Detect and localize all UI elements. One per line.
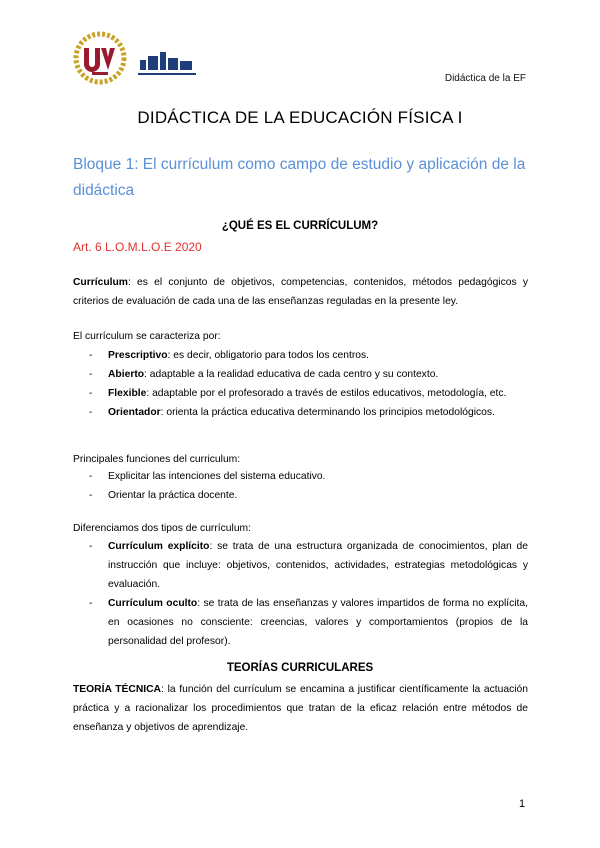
section-title-curriculum: ¿QUÉ ES EL CURRÍCULUM? <box>221 220 379 232</box>
item-term: Currículum oculto <box>108 598 198 609</box>
item-text: : adaptable por el profesorado a través de estilos educativos, metodología, etc. <box>146 388 507 399</box>
types-intro: Diferenciamos dos tipos de currículum: <box>73 523 251 534</box>
definition-text: : es el conjunto de objetivos, competencias, contenidos, métodos pedagógicos y criterios de evaluación de cada una de las enseñanzas reguladas en la presente ley. <box>73 277 528 307</box>
block-heading: Bloque 1: El currículum como campo de estudio y aplicación de la didáctica <box>73 156 526 199</box>
item-term: Abierto <box>108 369 145 380</box>
item-text: : es decir, obligatorio para todos los centros. <box>167 350 370 361</box>
item-text: : orienta la práctica educativa determinando los principios metodológicos. <box>160 407 495 418</box>
definition-paragraph <box>73 273 528 311</box>
list-item <box>88 346 528 365</box>
theory-term: TEORÍA TÉCNICA <box>73 684 161 695</box>
characteristics-list <box>88 346 528 422</box>
functions-intro: Principales funciones del curriculum: <box>73 454 241 465</box>
list-item: - Explicitar las intenciones del sistema educativo. <box>88 467 528 486</box>
page-number: 1 <box>519 798 526 810</box>
item-text: : adaptable a la realidad educativa de cada centro y su contexto. <box>144 369 439 380</box>
list-item <box>88 365 528 384</box>
item-text: : se trata de una estructura organizada de conocimientos, plan de instrucción que incluye: objetivos, contenidos, actividades, estrategias metodológicas y evaluación. <box>108 541 529 590</box>
theory-text: : la función del currículum se encamina a justificar científicamente la actuación práctica y a racionalizar los procedimientos que tratan de la eficaz relación entre métodos de enseñanza y objetivos de aprendizaje. <box>73 684 528 733</box>
university-logo <box>70 30 130 86</box>
list-item: - Orientar la práctica docente. <box>88 486 528 505</box>
campus-logo <box>136 48 198 78</box>
functions-list <box>88 467 528 505</box>
list-item <box>88 537 528 594</box>
item-term: Prescriptivo <box>108 350 168 361</box>
list-item <box>88 594 528 651</box>
item-term: Orientador <box>108 407 161 418</box>
list-item <box>88 384 528 403</box>
list-item <box>88 403 528 422</box>
section-title-theories: TEORÍAS CURRICULARES <box>226 662 374 674</box>
definition-term: Currículum <box>73 277 128 288</box>
types-list <box>88 537 528 651</box>
article-reference: Art. 6 L.O.M.L.O.E 2020 <box>73 240 202 254</box>
item-text: : se trata de las enseñanzas y valores impartidos de forma no explícita, en ocasiones no consciente: creencias, valores y comportamientos (propios de la personalidad del profesor). <box>108 598 528 647</box>
item-term: Flexible <box>108 388 147 399</box>
item-term: Currículum explícito <box>108 541 210 552</box>
running-header: Didáctica de la EF <box>444 73 526 84</box>
characteristics-intro: El currículum se caracteriza por: <box>73 331 221 342</box>
document-title: DIDÁCTICA DE LA EDUCACIÓN FÍSICA I <box>137 108 463 127</box>
theory-paragraph <box>73 680 528 737</box>
